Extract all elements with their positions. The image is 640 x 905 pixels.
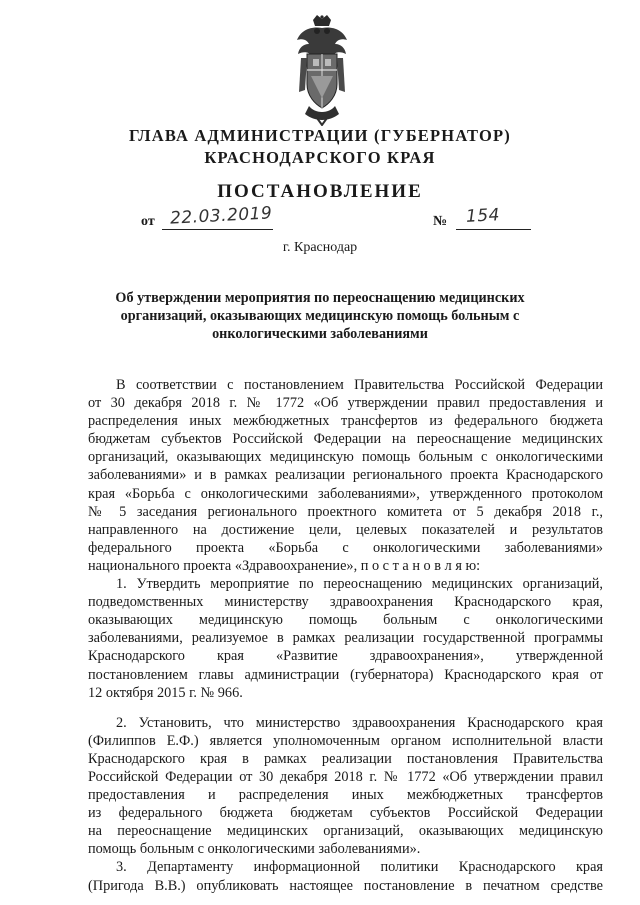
paragraph-spacer bbox=[88, 702, 603, 714]
title-line: организаций, оказывающих медицинскую помощь больным с bbox=[120, 308, 520, 324]
text-line: № 5 заседания регионального проектного комитета от 5 декабря 2018 г., bbox=[88, 503, 603, 520]
text-line: от 30 декабря 2018 г. № 1772 «Об утверждении правил предоставления и bbox=[88, 395, 603, 412]
text-line: предоставления и распределения иных межбюджетных трансфертов bbox=[88, 787, 603, 804]
text-line: заболеваниями, реализуемое в рамках реализации государственной программы bbox=[88, 630, 603, 647]
text-line: 12 октября 2015 г. № 966. bbox=[88, 684, 243, 701]
text-line: 2. Установить, что министерство здравоохранения Краснодарского края bbox=[116, 714, 603, 731]
text-line: на переоснащение медицинских организаций, оказывающих медицинскую bbox=[88, 823, 603, 840]
text-line: бюджетам субъектов Российской Федерации на переоснащение медицинских bbox=[88, 431, 603, 448]
paragraph-item-3 bbox=[88, 858, 603, 894]
paragraph-item-2 bbox=[88, 714, 603, 859]
text-line: 3. Департаменту информационной политики Краснодарского края bbox=[116, 859, 603, 876]
text-line: (Филиппов Е.Ф.) является уполномоченным органом исполнительной власти bbox=[88, 732, 603, 749]
text-line: заболеваниями» и в рамках реализации регионального проекта Краснодарского bbox=[88, 467, 603, 484]
paragraph-item-1 bbox=[88, 575, 603, 702]
number-label: № bbox=[433, 214, 448, 229]
text-line: Краснодарского края в рамках реализации постановления Правительства bbox=[88, 750, 603, 767]
date-label: от bbox=[141, 214, 155, 229]
text-line: организаций, оказывающих медицинскую помощь больным с онкологическими bbox=[88, 449, 603, 466]
issuer-title: ГЛАВА АДМИНИСТРАЦИИ (ГУБЕРНАТОР) bbox=[129, 126, 511, 145]
number-handwritten: 154 bbox=[465, 205, 501, 227]
text-line: Российской Федерации от 30 декабря 2018 г. № 1772 «Об утверждении правил bbox=[88, 768, 603, 785]
document-title bbox=[100, 289, 540, 343]
text-line: Краснодарского края «Развитие здравоохранения», утвержденной bbox=[88, 648, 603, 665]
text-line: подведомственных министерству здравоохранения Краснодарского края, bbox=[88, 594, 603, 611]
text-line: (Пригода В.В.) опубликовать настоящее постановление в печатном средстве bbox=[88, 877, 603, 894]
title-line: онкологическими заболеваниями bbox=[212, 326, 428, 342]
document-body bbox=[88, 376, 603, 895]
coat-of-arms-emblem bbox=[293, 14, 351, 126]
text-line: оказывающих медицинскую помощь больным с онкологическими bbox=[88, 612, 603, 629]
text-line: национального проекта «Здравоохранение», п о с т а н о в л я ю: bbox=[88, 557, 481, 574]
text-line: края «Борьба с онкологическими заболеваниями», утвержденного протоколом bbox=[88, 485, 603, 502]
document-type: ПОСТАНОВЛЕНИЕ bbox=[217, 181, 423, 202]
text-line: помощь больным с онкологическими заболеваниями». bbox=[88, 841, 421, 858]
text-line: федерального проекта «Борьба с онкологическими заболеваниями» bbox=[88, 539, 603, 556]
date-handwritten: 22.03.2019 bbox=[169, 203, 273, 229]
city-name: г. Краснодар bbox=[282, 240, 358, 255]
text-line: из федерального бюджета бюджетам субъектов Российской Федерации bbox=[88, 805, 603, 822]
title-line: Об утверждении мероприятия по переоснащению медицинских bbox=[115, 290, 525, 306]
text-line: распределения иных межбюджетных трансфертов из федерального бюджета bbox=[88, 413, 603, 430]
text-line: постановлением главы администрации (губернатора) Краснодарского края от bbox=[88, 666, 603, 683]
issuer-region: КРАСНОДАРСКОГО КРАЯ bbox=[204, 148, 436, 167]
text-line: направленного на достижение цели, целевых показателей и результатов bbox=[88, 521, 603, 538]
text-line: В соответствии с постановлением Правительства Российской Федерации bbox=[116, 377, 603, 393]
paragraph-preamble bbox=[88, 376, 603, 575]
text-line: 1. Утвердить мероприятие по переоснащению медицинских организаций, bbox=[116, 576, 603, 593]
